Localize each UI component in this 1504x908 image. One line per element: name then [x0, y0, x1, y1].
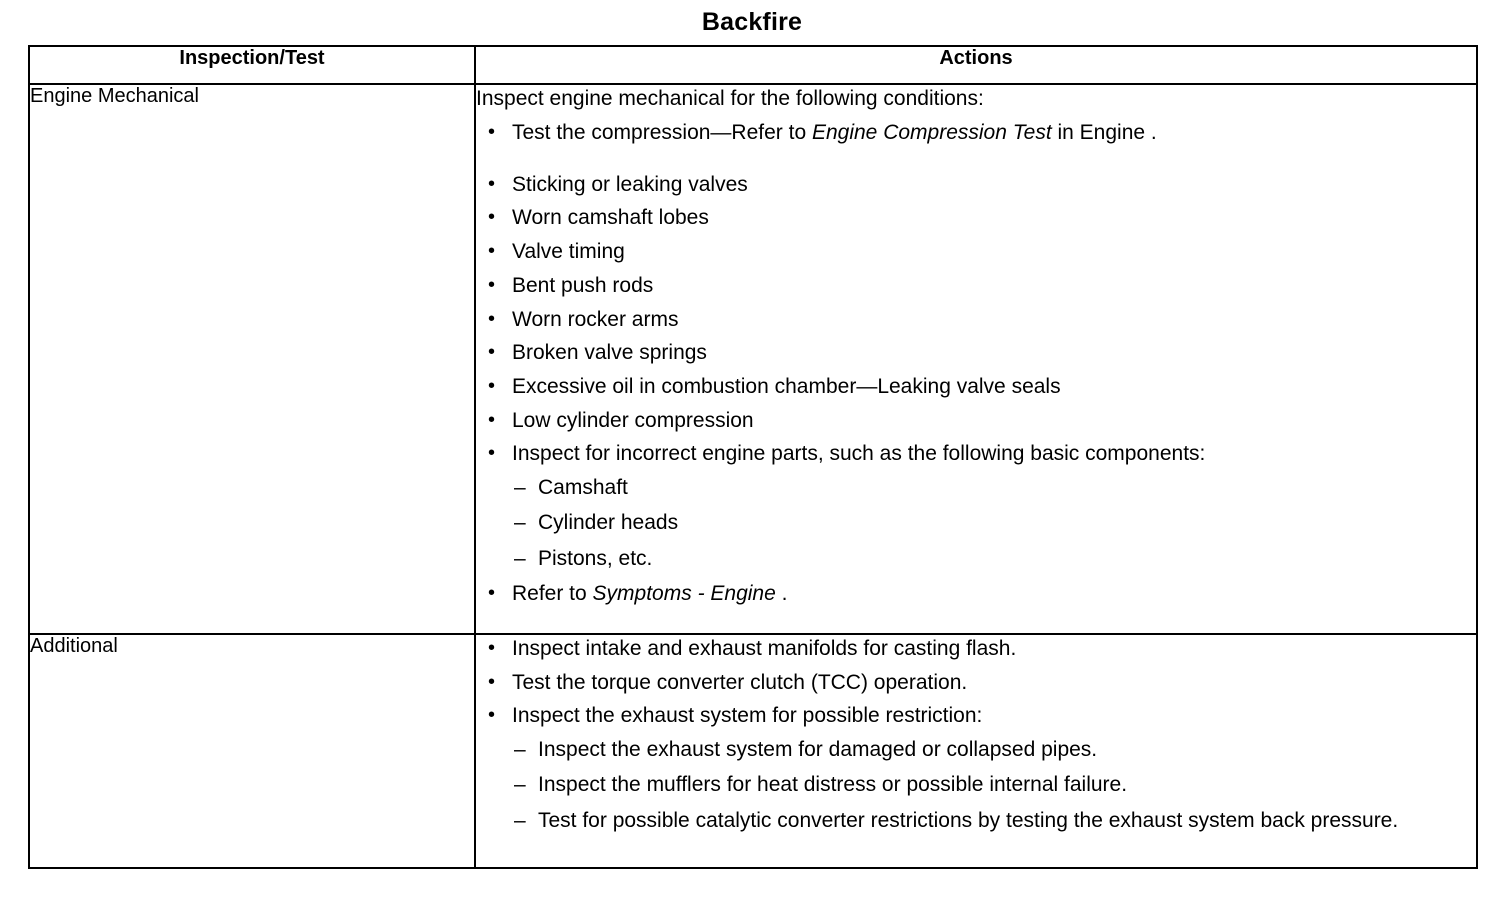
column-header-actions: Actions [475, 46, 1477, 84]
list-item [476, 580, 1476, 608]
list-item: • Test the torque converter clutch (TCC) operation. [476, 669, 1476, 697]
row-label-engine-mechanical: Engine Mechanical [29, 84, 475, 634]
diagnostic-table [28, 45, 1478, 869]
list-item-text-pre: Test the compression—Refer to [512, 121, 812, 144]
list-item [476, 440, 1476, 572]
list-item: • Bent push rods [476, 272, 1476, 300]
table-row [29, 84, 1477, 634]
sub-list-item: – Camshaft [512, 474, 1476, 501]
sub-list [512, 474, 1476, 572]
page-title: Backfire [701, 8, 803, 36]
list-item: • Broken valve springs [476, 339, 1476, 367]
list-item-text-post: . [775, 582, 788, 606]
list-item: • Valve timing [476, 238, 1476, 266]
list-item: • Inspect intake and exhaust manifolds for casting flash. [476, 635, 1476, 663]
actions-bullet-list [476, 635, 1476, 834]
list-item: • Sticking or leaking valves [476, 171, 1476, 199]
row-actions-additional [475, 634, 1477, 868]
list-item: • Low cylinder compression [476, 407, 1476, 435]
list-item-reference: Symptoms - Engine [592, 582, 776, 606]
sub-list-item: – Inspect the mufflers for heat distress or possible internal failure. [512, 771, 1476, 798]
sub-list-item: – Test for possible catalytic converter restrictions by testing the exhaust system back pressure. [512, 807, 1476, 834]
sub-list-item: – Pistons, etc. [512, 545, 1476, 572]
table-row [29, 634, 1477, 868]
sub-list-item: – Inspect the exhaust system for damaged or collapsed pipes. [512, 736, 1476, 763]
list-item: • Worn camshaft lobes [476, 204, 1476, 232]
sub-list [512, 736, 1476, 834]
list-item [476, 119, 1476, 147]
row-actions-engine-mechanical [475, 84, 1477, 634]
list-item [476, 702, 1476, 834]
table-header-row [29, 46, 1477, 84]
row-label-additional: Additional [29, 634, 475, 868]
list-item-reference: Engine Compression Test [811, 121, 1052, 144]
list-item-text: Inspect the exhaust system for possible restriction: [512, 704, 983, 728]
list-item-text-pre: Refer to [512, 582, 593, 606]
list-item: • Excessive oil in combustion chamber—Leaking valve seals [476, 373, 1476, 401]
list-item-text-post: in Engine . [1051, 121, 1157, 144]
actions-intro: Inspect engine mechanical for the following conditions: [476, 87, 984, 110]
list-item: • Worn rocker arms [476, 306, 1476, 334]
column-header-inspection-test: Inspection/Test [29, 46, 475, 84]
list-item-text: Inspect for incorrect engine parts, such as the following basic components: [512, 442, 1206, 466]
actions-bullet-list [476, 119, 1476, 608]
sub-list-item: – Cylinder heads [512, 509, 1476, 536]
